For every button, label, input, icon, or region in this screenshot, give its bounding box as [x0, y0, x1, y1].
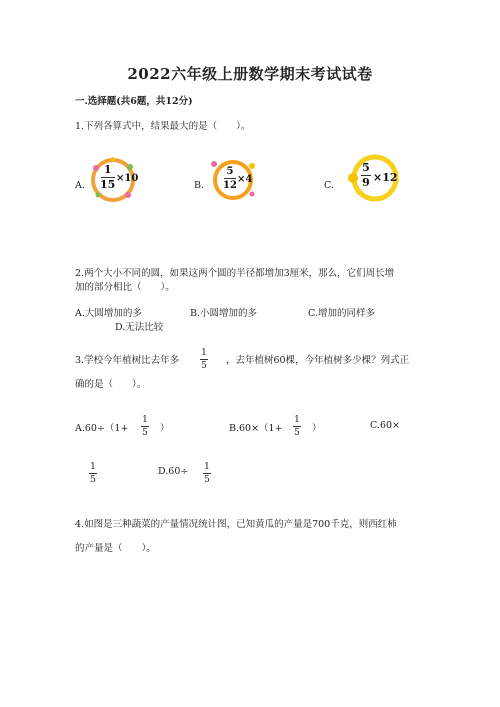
question-2-line-2: 加的部分相比（ ）。: [75, 282, 175, 293]
option-c-label: C.: [324, 180, 334, 191]
page-title: 2022六年级上册数学期末考试试卷: [127, 65, 373, 83]
question-3-option-c-fraction: $\frac{1}{5}$: [90, 462, 96, 485]
question-3-option-b-end: ）: [312, 423, 322, 434]
option-a-label: A.: [75, 180, 85, 191]
question-3-option-d-fraction: $\frac{1}{5}$: [204, 462, 210, 485]
question-1-stem: 1.下列各算式中，结果最大的是（ ）。: [75, 121, 251, 132]
option-b-label: B.: [194, 180, 205, 191]
question-2-option-a: A.大圆增加的多: [75, 308, 142, 319]
question-3-fraction: $\frac{1}{5}$: [201, 348, 207, 371]
option-b-badge: [208, 158, 258, 202]
question-2-line-1: 2.两个大小不同的圆，如果这两个圆的半径都增加3厘米，那么，它们周长增: [75, 268, 395, 279]
option-c-expression: $\frac{5}{9}$: [362, 161, 370, 189]
question-3-line-1b: ，去年植树60棵，今年植树多少棵？列式正: [226, 355, 410, 366]
question-3-option-b: B.60×（1+: [229, 423, 283, 434]
question-3-option-d: D.60÷: [158, 466, 189, 477]
question-2-option-d: D.无法比较: [115, 322, 164, 333]
question-3-line-1a: 3.学校今年植树比去年多: [75, 355, 180, 366]
option-b-expression: $\frac{5}{12}$: [223, 166, 237, 191]
question-3-option-a-fraction: $\frac{1}{5}$: [142, 415, 148, 438]
option-a-expression: $\frac{1}{15}$: [100, 163, 116, 191]
question-4-line-2: 的产量是（ ）。: [75, 543, 156, 554]
question-3-option-c: C.60×: [370, 420, 400, 431]
option-b-operator: ×4: [237, 174, 253, 185]
question-3-option-a-end: ）: [160, 423, 170, 434]
question-2-option-c: C.增加的同样多: [308, 308, 375, 319]
question-3-line-2: 确的是（ ）。: [75, 379, 147, 390]
section-heading: 一.选择题(共6题，共12分): [75, 96, 193, 107]
option-c-operator: ×12: [373, 171, 398, 184]
question-2-option-b: B.小圆增加的多: [190, 308, 258, 319]
option-a-badge: [88, 155, 138, 205]
question-3-option-a: A.60÷（1+: [75, 423, 129, 434]
question-3-option-b-fraction: $\frac{1}{5}$: [294, 415, 300, 438]
question-4-line-1: 4.如图是三种蔬菜的产量情况统计图，已知黄瓜的产量是700千克，则西红柿: [75, 519, 397, 530]
option-c-badge: [345, 152, 401, 202]
option-a-operator: ×10: [116, 173, 139, 184]
